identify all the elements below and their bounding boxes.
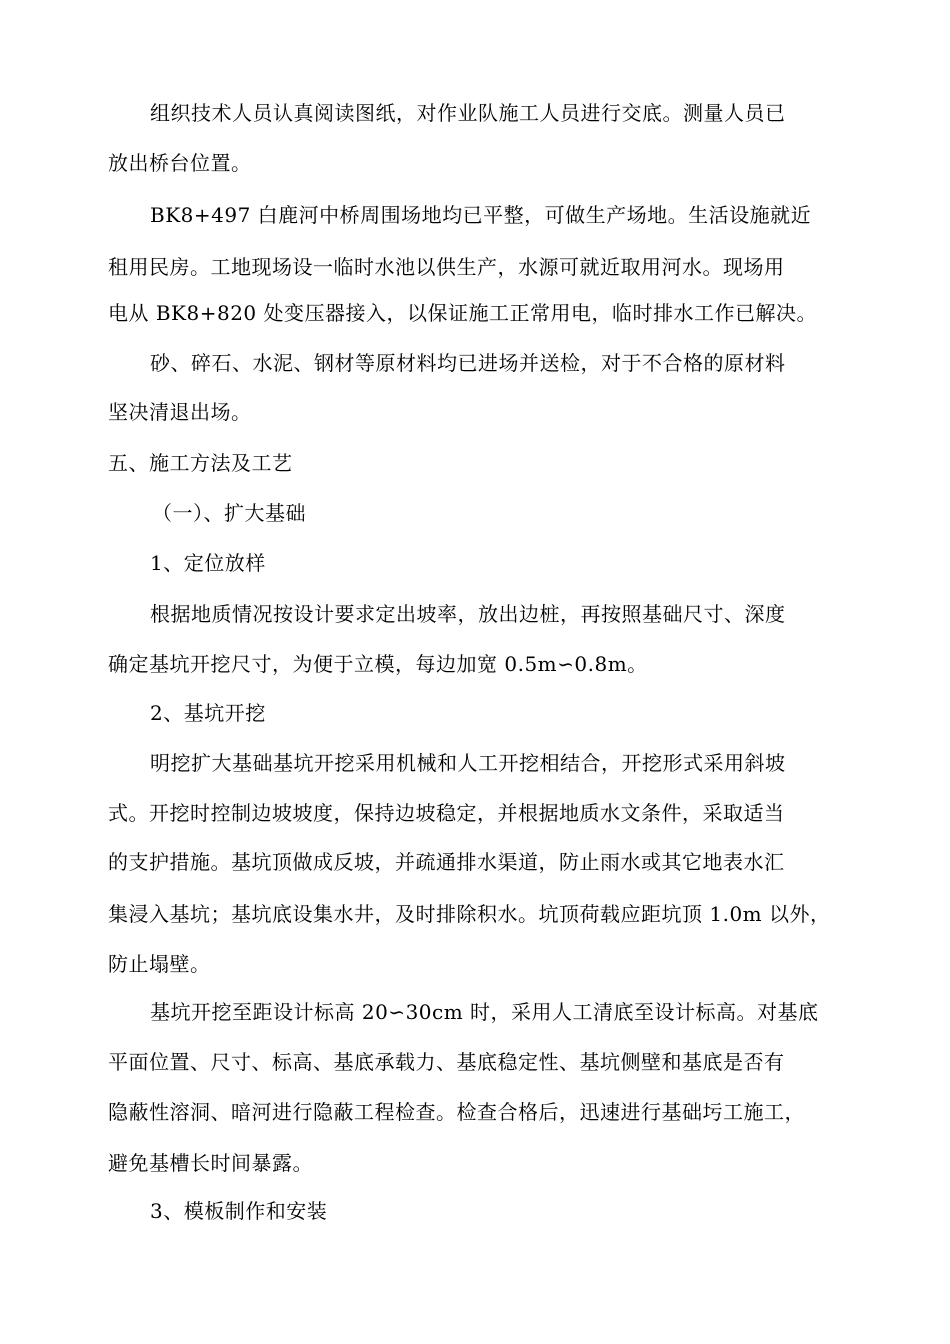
paragraph-line: 集浸入基坑；基坑底设集水井，及时排除积水。坑顶荷载应距坑顶 1.0m 以外， — [108, 902, 831, 926]
item-heading: 1、定位放样 — [150, 551, 266, 575]
paragraph-line: 基坑开挖至距设计标高 20∽30cm 时，采用人工清底至设计标高。对基底 — [150, 1000, 819, 1024]
item-heading: 2、基坑开挖 — [150, 701, 266, 725]
paragraph-line: 租用民房。工地现场设一临时水池以供生产，水源可就近取用河水。现场用 — [108, 255, 785, 279]
paragraph-line: 明挖扩大基础基坑开挖采用机械和人工开挖相结合，开挖形式采用斜坡 — [150, 751, 786, 775]
paragraph-line: 放出桥台位置。 — [108, 151, 252, 175]
paragraph-line: 防止塌壁。 — [108, 952, 211, 976]
paragraph-line: 平面位置、尺寸、标高、基底承载力、基底稳定性、基坑侧壁和基底是否有 — [108, 1050, 785, 1074]
item-heading: 3、模板制作和安装 — [150, 1199, 328, 1223]
paragraph-line: BK8+497 白鹿河中桥周围场地均已平整，可做生产场地。生活设施就近 — [150, 203, 812, 227]
paragraph-line: 组织技术人员认真阅读图纸，对作业队施工人员进行交底。测量人员已 — [150, 101, 786, 125]
subsection-heading: （一）、扩大基础 — [152, 501, 306, 525]
paragraph-line: 根据地质情况按设计要求定出坡率，放出边桩，再按照基础尺寸、深度 — [150, 602, 786, 626]
paragraph-line: 电从 BK8+820 处变压器接入，以保证施工正常用电，临时排水工作已解决。 — [108, 301, 818, 325]
paragraph-line: 坚决清退出场。 — [108, 400, 252, 424]
paragraph-line: 隐蔽性溶洞、暗河进行隐蔽工程检查。检查合格后，迅速进行基础圬工施工， — [108, 1100, 805, 1124]
paragraph-line: 确定基坑开挖尺寸，为便于立模，每边加宽 0.5m∽0.8m。 — [108, 652, 648, 676]
paragraph-line: 式。开挖时控制边坡坡度，保持边坡稳定，并根据地质水文条件，采取适当 — [108, 801, 785, 825]
paragraph-line: 避免基槽长时间暴露。 — [108, 1151, 313, 1175]
paragraph-line: 砂、碎石、水泥、钢材等原材料均已进场并送检，对于不合格的原材料 — [150, 351, 786, 375]
paragraph-line: 的支护措施。基坑顶做成反坡，并疏通排水渠道，防止雨水或其它地表水汇 — [108, 850, 785, 874]
section-heading: 五、施工方法及工艺 — [108, 451, 293, 475]
